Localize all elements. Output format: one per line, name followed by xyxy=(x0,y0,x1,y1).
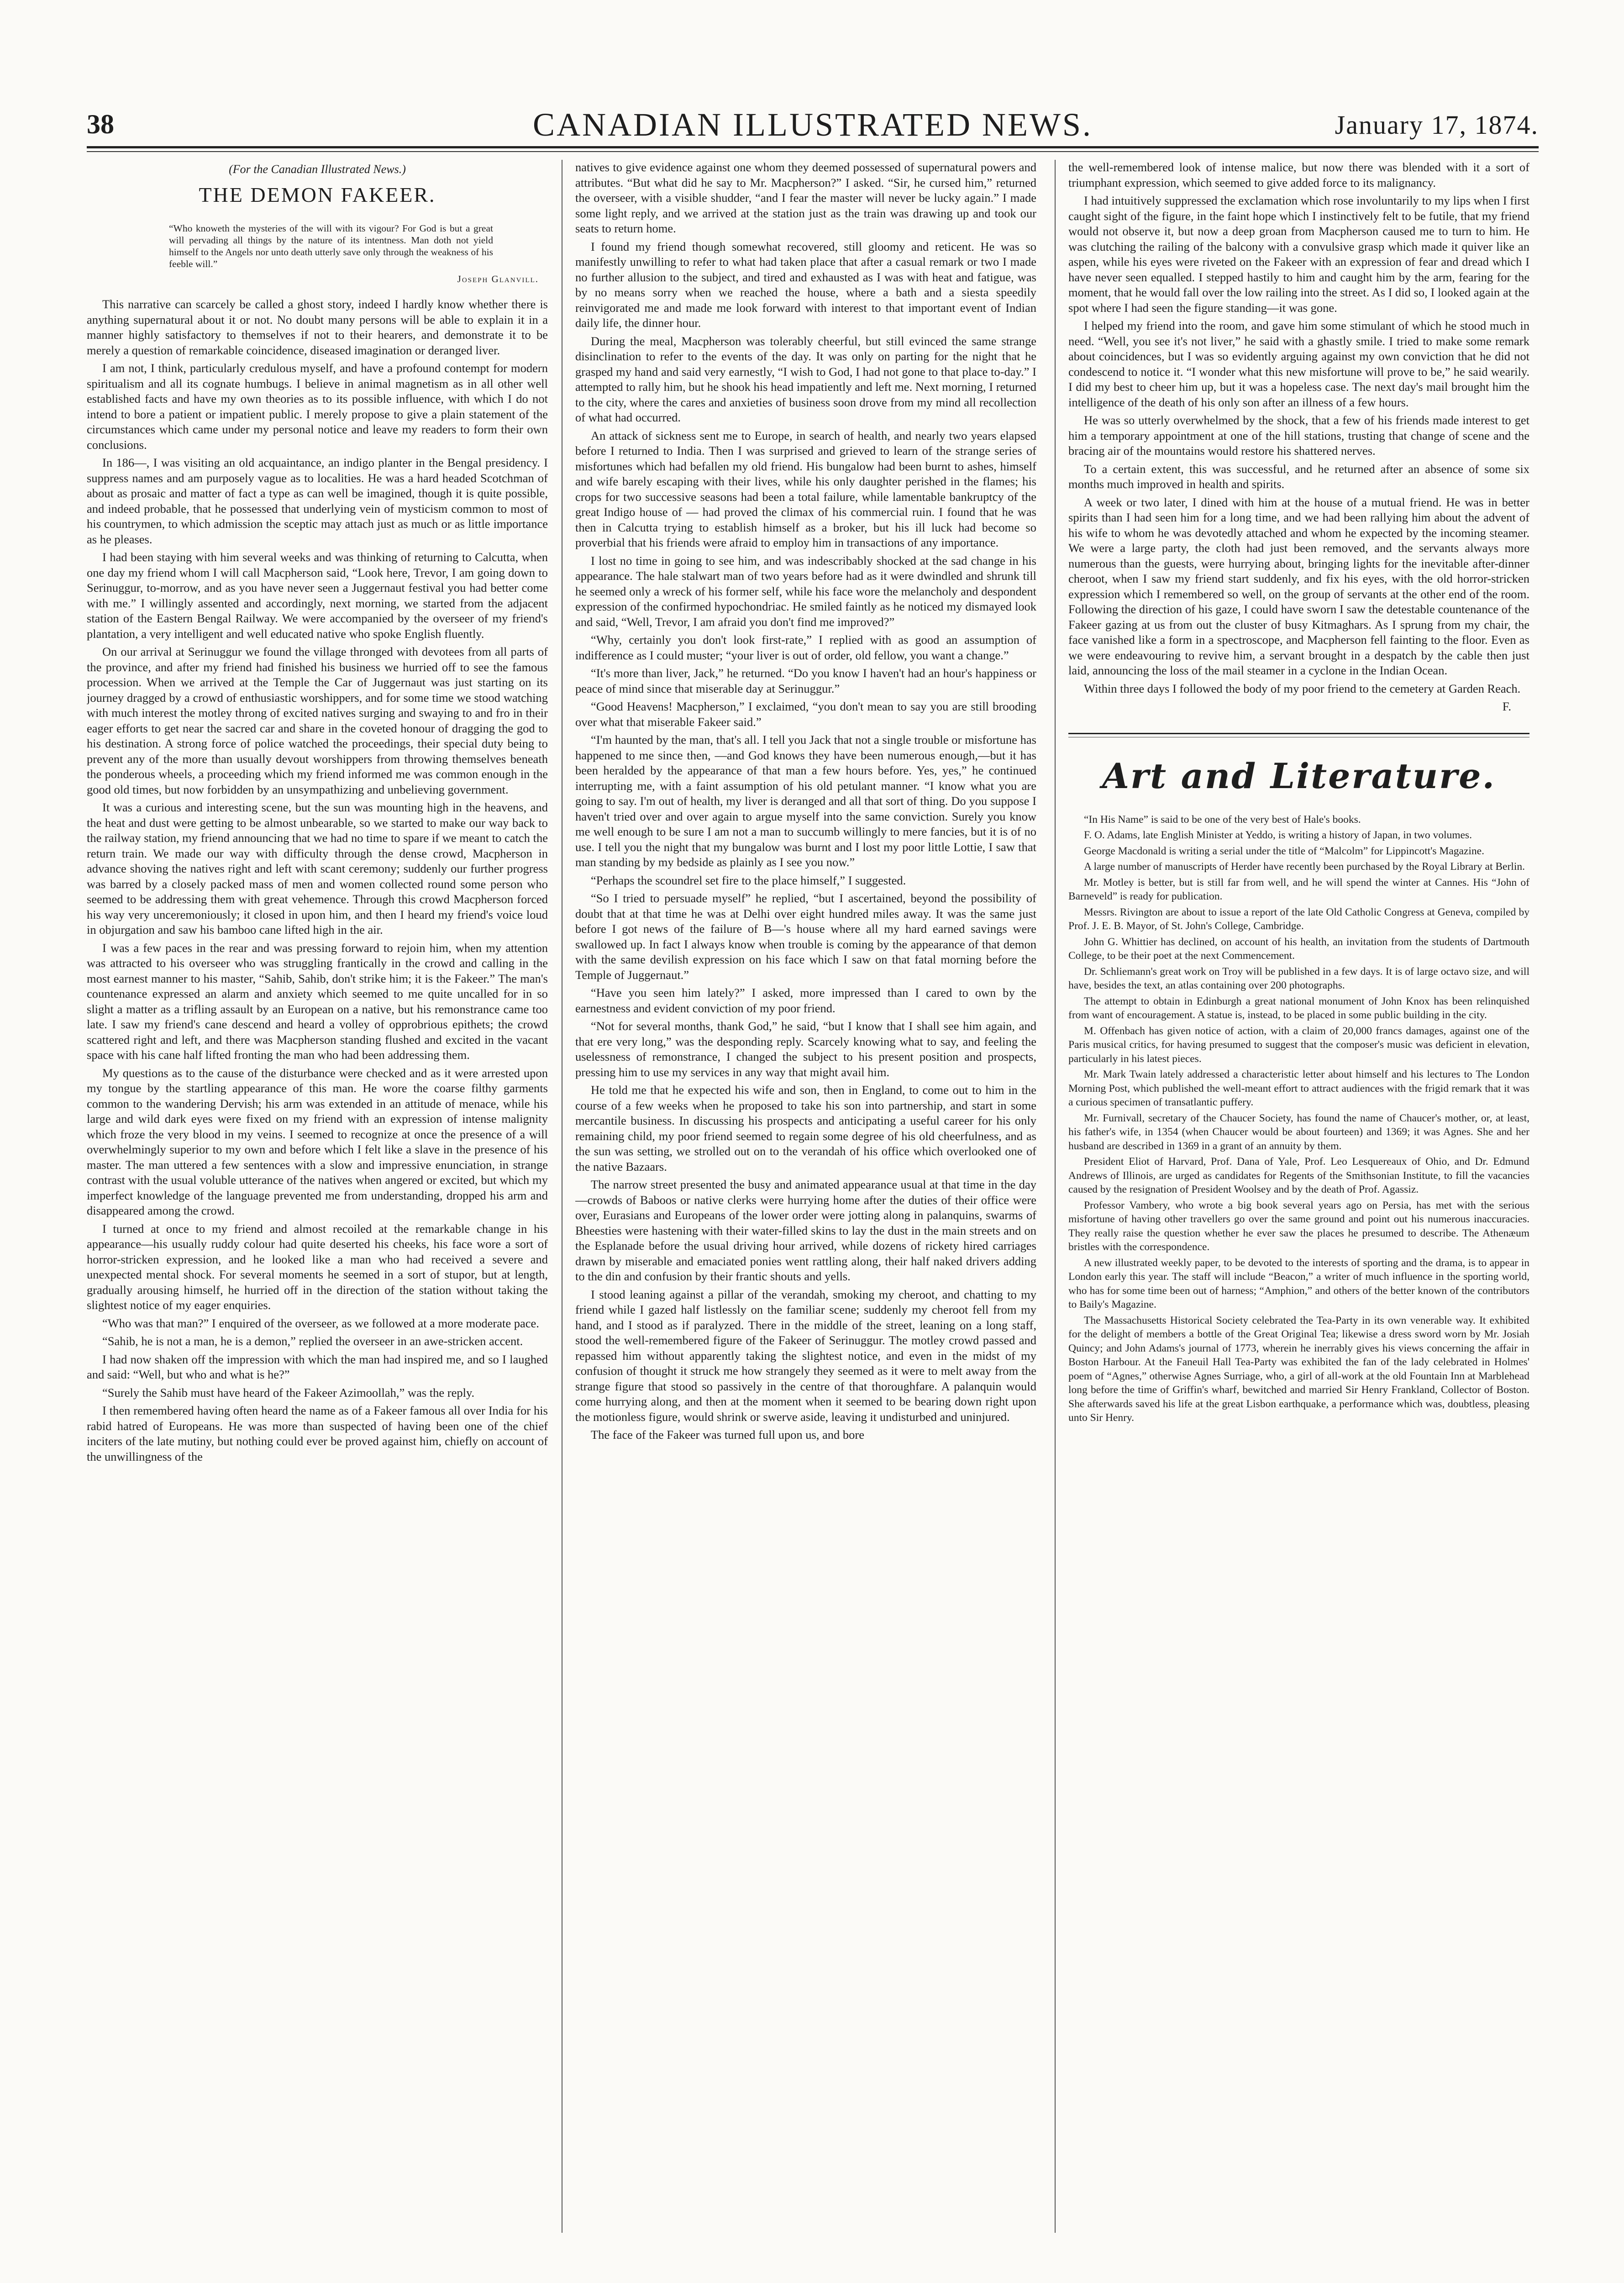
literature-item: George Macdonald is writing a serial under the title of “Malcolm” for Lippincott's Magazine. xyxy=(1084,845,1484,857)
column-3 xyxy=(1068,160,1529,2233)
story-paragraph: I found my friend though somewhat recovered, still gloomy and reticent. He was so manifestly unwilling to refer to what had taken place that after a casual remark or two I made no further allusion to the subject, and tired and exhausted as I was with heat and fatigue, was by no means sorry when we reached the house, where a bath and a siesta speedily reinvigorated me and made me look forward with interest to that important event of Indian daily life, the dinner hour. xyxy=(575,239,1036,330)
literature-item: John G. Whittier has declined, on account of his health, an invitation from the students of Dartmouth College, to be their poet at the next Commencement. xyxy=(1068,936,1529,962)
literature-item: Dr. Schliemann's great work on Troy will be published in a few days. It is of large octavo size, and will have, besides the text, an atlas containing over 200 photographs. xyxy=(1068,965,1529,991)
masthead-rule xyxy=(87,151,1539,152)
story-paragraph: The narrow street presented the busy and animated appearance usual at that time in the day—crowds of Baboos or native clerks were hurrying home after the duties of their office were over, Eurasians and Europeans of the lower order were jotting along in palanquins, swarms of Bheesties were hastening with their water-filled skins to lay the dust in the main streets and on the Esplanade before the usual driving hour arrived, while dozens of rickety hired carriages drawn by miserable and emaciated ponies went rattling along, their half naked drivers adding to the din and confusion by their frantic shouts and yells. xyxy=(575,1178,1036,1283)
page-number: 38 xyxy=(87,109,114,139)
literature-item: Professor Vambery, who wrote a big book several years ago on Persia, has met with the serious misfortune of having other travellers go over the same ground and point out his numerous inaccuracies. They really raise the question whether he ever saw the places he presumed to describe. The Athenæum bristles with the correspondence. xyxy=(1068,1199,1529,1253)
epigraph-author: Joseph Glanvill. xyxy=(457,274,539,284)
story-paragraph: A week or two later, I dined with him at the house of a mutual friend. He was in better spirits than I had seen him for a long time, and we had been rallying him about the advent of his wife to whom he was devotedly attached and whom he expected by the incoming steamer. We were a large party, the cloth had just been removed, and the servants always more numerous than the guests, were hurrying about, bringing lights for the inevitable after-dinner cheroot, when I saw my friend start suddenly, and fix his eyes, with the old horror-stricken expression which I remembered so well, on the group of servants at the other end of the room. Following the direction of his gaze, I could have sworn I saw the detestable countenance of the Fakeer gazing at us from out the cluster of busy Kitmaghars. As I sprung from my chair, the face vanished like a form in a spectroscope, and Macpherson fell fainting to the floor. Even as we were endeavouring to revive him, a servant brought in a despatch by the cable then just laid, announcing the loss of the mail steamer in a cyclone in the Indian Ocean. xyxy=(1068,495,1529,677)
newspaper-page xyxy=(87,96,1539,2242)
story-paragraph: “It's more than liver, Jack,” he returned. “Do you know I haven't had an hour's happiness or peace of mind since that miserable day at Serinuggur.” xyxy=(575,666,1036,695)
columns xyxy=(87,160,1539,2233)
story-paragraph: I was a few paces in the rear and was pressing forward to rejoin him, when my attention was attracted to his overseer who was struggling frantically in the crowd and calling in the most earnest manner to his master, “Sahib, Sahib, don't strike him; it is the Fakeer.” The man's countenance expressed an alarm and anxiety which seemed to me quite uncalled for in so slight a matter as a trifling assault by an European on a native, but his remonstrance came too late. I saw my friend's cane descend and heard a volley of opprobrious epithets; the crowd scattered right and left, and there was Macpherson standing flushed and excited in the vacant space with his cane half lifted fronting the man who had been addressing them. xyxy=(87,941,548,1062)
story-paragraph: “Not for several months, thank God,” he said, “but I know that I shall see him again, and that ere very long,” was the desponding reply. Scarcely knowing what to say, and feeling the uselessness of remonstrance, I changed the subject to his present position and prospects, pressing him to use my services in any way that might avail him. xyxy=(575,1019,1036,1079)
story-paragraph: “Surely the Sahib must have heard of the Fakeer Azimoollah,” was the reply. xyxy=(102,1385,475,1399)
literature-notes xyxy=(1068,813,1529,1425)
story-paragraph: I helped my friend into the room, and gave him some stimulant of which he stood much in need. “Well, you see it's not liver,” he said with a ghastly smile. I tried to make some remark about coincidences, but I was so evidently arguing against my own conviction that he did not condescend to notice it. “I wonder what this new misfortune will prove to be,” he said wearily. I did my best to cheer him up, but it was a hopeless case. The next day's mail brought him the intelligence of the death of his only son after an illness of a few hours. xyxy=(1068,319,1529,409)
literature-item: Mr. Furnivall, secretary of the Chaucer Society, has found the name of Chaucer's mother, or, at least, his father's wife, in 1354 (when Chaucer would be about fourteen) and 1369; it was Agnes. She and her husband are described in 1369 in a grant of an annuity by them. xyxy=(1068,1112,1529,1152)
newspaper-title: CANADIAN ILLUSTRATED NEWS. xyxy=(533,106,1093,143)
literature-item: The Massachusetts Historical Society celebrated the Tea-Party in its own venerable way. It exhibited for the delight of members a bottle of the Great Original Tea; likewise a dress sword worn by Mr. Josiah Quincy; and John Adams's journal of 1773, wherein he inerrably gives his views concerning the affair in Boston Harbour. At the Faneuil Hall Tea-Party was exhibited the fan of the lady celebrated in Holmes' poem of “Agnes,” otherwise Agnes Surriage, who, a girl of all-work at the old Fountain Inn at Marblehead long before the time of Griffin's wharf, bewitched and married Sir Henry Frankland, Collector of Boston. She afterwards saved his life at the great Lisbon earthquake, a performance which was, doubtless, pleasing unto Sir Henry. xyxy=(1068,1314,1529,1424)
story-paragraph: He was so utterly overwhelmed by the shock, that a few of his friends made interest to get him a temporary appointment at one of the hill stations, trusting that change of scene and the bracing air of the mountains would restore his shattered nerves. xyxy=(1068,413,1529,458)
column-1 xyxy=(87,160,548,2233)
story-paragraph: On our arrival at Serinuggur we found the village thronged with devotees from all parts of the province, and after my friend had finished his business we hurried off to see the famous procession. When we arrived at the Temple the Car of Juggernaut was just starting on its journey dragged by a crowd of enthusiastic worshippers, and for some time we stood watching with much interest the motley throng of excited natives surging and swaying to and fro in their eager efforts to get near the sacred car and share in the coveted honour of dragging the god to his destination. A strong force of police watched the proceedings, their special duty being to prevent any of the more than usually devout worshippers from throwing themselves beneath the ponderous wheels, a proceeding which my friend informed me was common enough in the good old times, but now forbidden by an unsympathizing and unbelieving government. xyxy=(87,645,548,796)
story-paragraph: “Perhaps the scoundrel set fire to the place himself,” I suggested. xyxy=(591,873,906,887)
story-paragraph: I had now shaken off the impression with which the man had inspired me, and so I laughed and said: “Well, but who and what is he?” xyxy=(87,1352,548,1381)
story-signoff: F. xyxy=(1502,700,1511,713)
story-title: THE DEMON FAKEER. xyxy=(199,183,436,206)
literature-item: A large number of manuscripts of Herder have recently been purchased by the Royal Library at Berlin. xyxy=(1084,861,1525,873)
story-paragraph: “Who was that man?” I enquired of the overseer, as we followed at a more moderate pace. xyxy=(102,1316,539,1330)
column-2 xyxy=(575,160,1036,2233)
literature-item: M. Offenbach has given notice of action, with a claim of 20,000 francs damages, against one of the Paris musical critics, for having presumed to suggest that the composer's music was deficient in elevation, particularly in his latest pieces. xyxy=(1068,1025,1529,1065)
story-paragraph: It was a curious and interesting scene, but the sun was mounting high in the heavens, and the heat and dust were getting to be almost unbearable, so we started to make our way back to the railway station, my friend announcing that we had no time to spare if we meant to catch the return train. We made our way with difficulty through the dense crowd, Macpherson in advance shoving the natives right and left with scant ceremony; suddenly our further progress was barred by a closely packed mass of men and women collected round some person who seemed to be addressing them with great vehemence. Through this crowd Macpherson forced his way very unceremoniously; it closed in upon him, and then I heard my friend's voice loud in objurgation and saw his bamboo cane lifted high in the air. xyxy=(87,800,548,936)
epigraph: “Who knoweth the mysteries of the will with its vigour? For God is but a great will pervading all things by the nature of its intentness. Man doth not yield himself to the Angels nor unto death utterly save only through the weakness of his feeble will.” xyxy=(169,223,493,269)
column-divider xyxy=(1055,160,1056,2233)
story-paragraph: “Why, certainly you don't look first-rate,” I replied with as good an assumption of indifference as I could muster; “your liver is out of order, old fellow, you want a change.” xyxy=(575,633,1036,662)
story-paragraph: “Sahib, he is not a man, he is a demon,” replied the overseer in an awe-stricken accent. xyxy=(102,1334,523,1348)
masthead xyxy=(87,96,1539,148)
literature-item: Messrs. Rivington are about to issue a report of the late Old Catholic Congress at Geneva, compiled by Prof. J. E. B. Mayor, of St. John's College, Cambridge. xyxy=(1068,906,1529,932)
story-paragraph: During the meal, Macpherson was tolerably cheerful, but still evinced the same strange disinclination to refer to the events of the day. It was only on parting for the night that he grasped my hand and said very earnestly, “I wish to God, I had not gone to that place to-day.” I attempted to rally him, but he shook his head impatiently and left me. Next morning, I returned to the city, where the cares and anxieties of business soon drove from my mind all recollection of what had occurred. xyxy=(575,334,1036,424)
literature-item: F. O. Adams, late English Minister at Yeddo, is writing a history of Japan, in two volumes. xyxy=(1084,829,1472,841)
story-paragraph: An attack of sickness sent me to Europe, in search of health, and nearly two years elapsed before I returned to India. Then I was surprised and grieved to learn of the strange series of misfortunes which had befallen my old friend. His bungalow had been burnt to ashes, himself and wife barely escaping with their lives, while his only daughter perished in the flames; his crops for two successive seasons had been a total failure, while lamentable bankruptcy of the great Indigo house of — had proved the climax of his commercial ruin. I found that he was then in Calcutta trying to establish himself as a broker, but his ill luck had become so proverbial that his friends were afraid to employ him in transactions of any importance. xyxy=(575,428,1036,549)
story-paragraph: natives to give evidence against one whom they deemed possessed of supernatural powers and attributes. “But what did he say to Mr. Macpherson?” I asked. “Sir, he cursed him,” returned the overseer, with a visible shudder, “and I fear the master will never be lucky again.” I made some light reply, and we arrived at the station just as the train was drawing up and took our seats to return home. xyxy=(575,160,1036,235)
story-paragraph: “Have you seen him lately?” I asked, more impressed than I cared to own by the earnestness and evident conviction of my poor friend. xyxy=(575,986,1036,1015)
literature-item: Mr. Motley is better, but is still far from well, and he will spend the winter at Cannes. His “John of Barneveld” is ready for publication. xyxy=(1068,876,1529,902)
literature-item: A new illustrated weekly paper, to be devoted to the interests of sporting and the drama, is to appear in London early this year. The staff will include “Beacon,” a writer of much influence in the sporting world, who has for some time been out of harness; “Amphion,” and others of the better known of the contributors to Baily's Magazine. xyxy=(1068,1257,1529,1310)
story-paragraph: I had been staying with him several weeks and was thinking of returning to Calcutta, when one day my friend whom I will call Macpherson said, “Look here, Trevor, I am going down to Serinuggur, to-morrow, and as you have never seen a Juggernaut festival you had better come with me.” I willingly assented and accordingly, next morning, we started from the adjacent station of the Eastern Bengal Railway. We were accompanied by the overseer of my friend's plantation, a very intelligent and well educated native who spoke English fluently. xyxy=(87,550,548,641)
story-paragraph: I had intuitively suppressed the exclamation which rose involuntarily to my lips when I first caught sight of the figure, in the faint hope which I instinctively felt to be futile, that my friend would not observe it, but now a deep groan from Macpherson caused me to turn to him. He was clutching the railing of the balcony with a convulsive grasp which made it quiver like an aspen, while his eyes were riveted on the Fakeer with an expression of fear and dread which I have never seen equalled. I stepped hastily to him and caught him by the arm, fearing for the moment, that he would fall over the low railing into the street. As I did so, I looked again at the spot where I had seen the figure standing—it was gone. xyxy=(1068,194,1529,315)
literature-item: President Eliot of Harvard, Prof. Dana of Yale, Prof. Leo Lesquereaux of Ohio, and Dr. Edmund Andrews of Illinois, are urged as candidates for Regents of the Smithsonian Institute, to fill the vacancies caused by the resignation of President Woolsey and by the death of Prof. Agassiz. xyxy=(1068,1156,1529,1195)
story-paragraph: I stood leaning against a pillar of the verandah, smoking my cheroot, and chatting to my friend while I gazed half listlessly on the familiar scene; suddenly my cheroot fell from my hand, and I stood as if paralyzed. There in the middle of the street, leaning on a long staff, stood the well-remembered figure of the Fakeer of Serinuggur. The motley crowd passed and repassed him without apparently taking the slightest notice, and even in the midst of my confusion of thought it struck me how strangely they seemed as it were to melt away from the strange figure that stood so passively in the centre of that thoroughfare. A palanquin would come hurrying along, and then at the moment when it seemed to be bearing down right upon the motionless figure, would shrink or swerve aside, leaving it undisturbed and uninjured. xyxy=(575,1287,1036,1424)
literature-item: The attempt to obtain in Edinburgh a great national monument of John Knox has been relinquished from want of encouragement. A statue is, instead, to be placed in some public building in the city. xyxy=(1068,995,1529,1021)
section-heading: Art and Literature. xyxy=(1102,755,1496,796)
story-paragraph: Within three days I followed the body of my poor friend to the cemetery at Garden Reach. xyxy=(1084,681,1521,695)
story-paragraph: I am not, I think, particularly credulous myself, and have a profound contempt for modern spiritualism and all its cognate humbugs. I believe in animal magnetism as in all other well established facts and have my own theories as to its possible influence, with which I do not intend to bore a patient or impatient public. I merely propose to give a plain statement of the circumstances which came under my personal notice and leave my readers to form their own conclusions. xyxy=(87,361,548,452)
section-rule xyxy=(1068,733,1529,734)
story-credit: (For the Canadian Illustrated News.) xyxy=(229,163,406,176)
story-paragraph: He told me that he expected his wife and son, then in England, to come out to him in the course of a few weeks when he proposed to take his son into partnership, and start in some mercantile business. In discussing his prospects and anticipating a useful career for his only remaining child, my poor friend seemed to regain some degree of his old cheerfulness, and as the sun was setting, we strolled out on to the verandah of his office which overlooked one of the native Bazaars. xyxy=(575,1083,1036,1173)
story-paragraph: “So I tried to persuade myself” he replied, “but I ascertained, beyond the possibility of doubt that at that time he was at Delhi over eight hundred miles away. It was the same just before I got news of the failure of B—'s house where all my hard earned savings were swallowed up. In fact I always know when trouble is coming by the appearance of that demon with the same devilish expression on his face which I saw on that fatal morning before the Temple of Juggernaut.” xyxy=(575,891,1036,982)
story-paragraph: I lost no time in going to see him, and was indescribably shocked at the sad change in his appearance. The hale stalwart man of two years before had as it were dwindled and shrunk till he seemed only a wreck of his former self, while his face wore the melancholy and despondent expression of the confirmed hypochondriac. He smiled faintly as he noticed my dismayed look and said, “Well, Trevor, I am afraid you don't find me improved?” xyxy=(575,553,1036,629)
story-paragraph: I turned at once to my friend and almost recoiled at the remarkable change in his appearance—his usually ruddy colour had quite deserted his cheeks, his face wore a sort of horror-stricken expression, and he looked like a man who had received a severe and unexpected mental shock. For several moments he seemed in a sort of stupor, but at length, gradually arousing himself, he hurried off in the direction of the station without taking the slightest notice of my eager enquiries. xyxy=(87,1221,548,1312)
literature-item: Mr. Mark Twain lately addressed a characteristic letter about himself and his lectures to The London Morning Post, which published the well-meant effort to attract audiences with the frigid remark that it was a curious specimen of transatlantic puffery. xyxy=(1068,1068,1529,1108)
issue-date: January 17, 1874. xyxy=(1335,110,1539,140)
story-paragraph: To a certain extent, this was successful, and he returned after an absence of some six months much improved in health and spirits. xyxy=(1068,462,1529,491)
story-paragraph: the well-remembered look of intense malice, but now there was blended with it a sort of triumphant expression, which seemed to give added force to its malignancy. xyxy=(1068,160,1529,189)
story-paragraph: My questions as to the cause of the disturbance were checked and as it were arrested upon my tongue by the startling appearance of this man. He wore the coarse filthy garments common to the wandering Dervish; his arm was extended in an attitude of menace, while his large and wild dark eyes were fixed on my friend with an expression of intense malignity which froze the very blood in my veins. I seemed to recognize at once the presence of a will overwhelmingly superior to my own and before which I felt like a slave in the presence of his master. The man uttered a few sentences with a slow and impressive enunciation, in strange contrast with the usual voluble utterance of the natives when angered or excited, but which my imperfect knowledge of the language prevented me from understanding, dropped his arm and disappeared among the crowd. xyxy=(87,1066,548,1217)
story-paragraph: “Good Heavens! Macpherson,” I exclaimed, “you don't mean to say you are still brooding over what that miserable Fakeer said.” xyxy=(575,700,1036,729)
story-paragraph: “I'm haunted by the man, that's all. I tell you Jack that not a single trouble or misfortune has happened to me since then, —and God knows they have been numerous enough,—but it has been heralded by the appearance of that man a few hours before. Yes, yes,” he continued interrupting me, with a faint assumption of his old petulant manner. “I know what you are going to say. I'm out of health, my liver is deranged and all that sort of thing. Do you suppose I haven't tried over and over again to argue myself into the same conviction. Surely you know me well enough to be sure I am not a man to succumb willingly to mere fancies, but it is of no use. I tell you the night that my bungalow was burnt and I lost my poor little Lottie, I saw that man standing by my bedside as plainly as I see you now.” xyxy=(575,733,1036,869)
story-paragraph: In 186—, I was visiting an old acquaintance, an indigo planter in the Bengal presidency. I suppress names and am purposely vague as to localities. He was a hard headed Scotchman of about as prosaic and matter of fact a type as can well be imagined, though it is quite possible, and indeed probable, that he possessed that underlying vein of mysticism common to most of his countrymen, to which admission the sceptic may attach just as much or as little importance as he pleases. xyxy=(87,456,548,546)
story-paragraph: I then remembered having often heard the name as of a Fakeer famous all over India for his rabid hatred of Europeans. He was more than suspected of having been one of the chief inciters of the late mutiny, but nothing could ever be proved against him, chiefly on account of the unwillingness of the xyxy=(87,1404,548,1463)
story-paragraph: This narrative can scarcely be called a ghost story, indeed I hardly know whether there is anything supernatural about it or not. No doubt many persons will be able to explain it in a manner highly satisfactory to themselves if not to their hearers, and demonstrate it to be merely a question of remarkable coincidence, diseased imagination or deranged liver. xyxy=(87,297,548,357)
literature-item: “In His Name” is said to be one of the very best of Hale's books. xyxy=(1084,813,1361,826)
story-paragraph: The face of the Fakeer was turned full upon us, and bore xyxy=(591,1428,864,1441)
